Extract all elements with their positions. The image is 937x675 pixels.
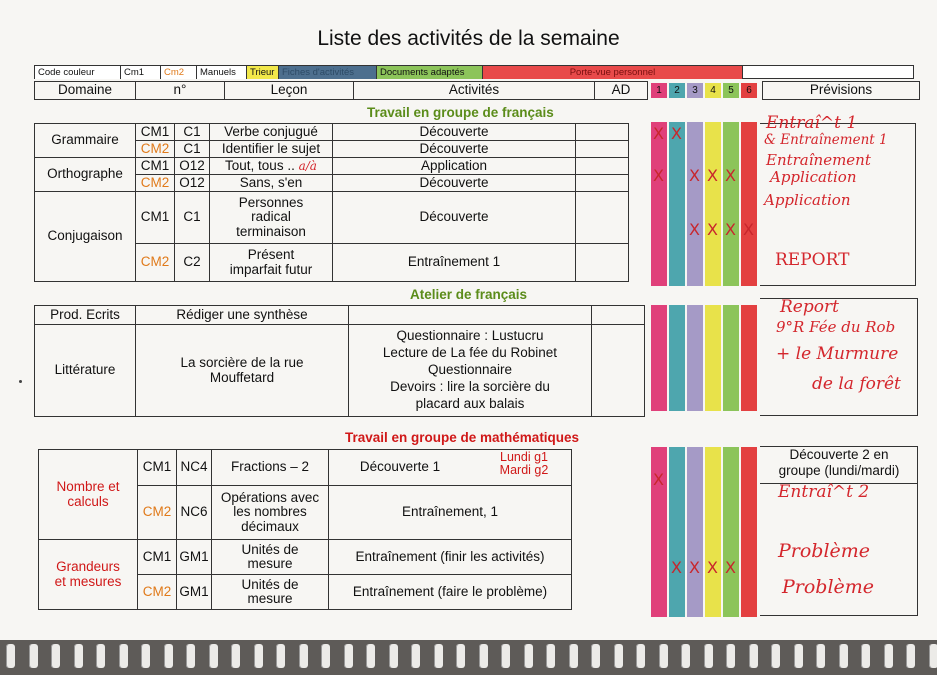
check-mark: X bbox=[725, 558, 736, 577]
lecon-line: Unités de bbox=[241, 541, 299, 557]
domaine-grammaire: Grammaire bbox=[35, 124, 136, 158]
binding-ring bbox=[681, 644, 690, 668]
francais-table bbox=[34, 123, 629, 282]
lecon-cell bbox=[210, 192, 333, 244]
binding-ring bbox=[96, 644, 105, 668]
activite-line: placard aux balais bbox=[415, 395, 525, 411]
day-number-5: 5 bbox=[723, 83, 739, 98]
day-stripe-1 bbox=[651, 305, 667, 411]
legend-item: Documents adaptés bbox=[377, 66, 483, 79]
domaine-conjugaison: Conjugaison bbox=[35, 192, 136, 282]
lecon-line: Mouffetard bbox=[209, 369, 275, 385]
handwritten-prevision: & Entraînement 1 bbox=[764, 132, 888, 148]
check-mark: X bbox=[653, 166, 664, 185]
binding-ring bbox=[411, 644, 420, 668]
day-stripe-6 bbox=[741, 447, 757, 617]
header-row bbox=[34, 81, 920, 100]
ad-cell bbox=[576, 124, 629, 141]
day-stripe-2 bbox=[669, 447, 685, 617]
legend-item: Cm1 bbox=[121, 66, 161, 79]
level-cell: CM1 bbox=[136, 158, 175, 175]
binding-ring bbox=[74, 644, 83, 668]
lecon-line: mesure bbox=[247, 556, 293, 571]
day-stripe-5 bbox=[723, 447, 739, 617]
num-cell: O12 bbox=[175, 158, 210, 175]
domaine-litterature: Littérature bbox=[35, 325, 136, 417]
activite-cell: Entraînement (finir les activités) bbox=[329, 540, 572, 575]
binding-ring bbox=[636, 644, 645, 668]
handwritten-prevision: Entraî^t 2 bbox=[778, 482, 870, 502]
lecon-line: mesure bbox=[247, 591, 293, 606]
binding-ring bbox=[906, 644, 915, 668]
day-stripe-3 bbox=[687, 305, 703, 411]
binding-ring bbox=[164, 644, 173, 668]
check-mark: X bbox=[689, 558, 700, 577]
check-mark: X bbox=[689, 166, 700, 185]
prevision-line: groupe (lundi/mardi) bbox=[778, 462, 900, 478]
activite-line: Questionnaire : Lustucru bbox=[396, 328, 544, 344]
binding-ring bbox=[479, 644, 488, 668]
activite-cell: Application bbox=[333, 158, 576, 175]
header-domaine: Domaine bbox=[35, 82, 136, 100]
check-mark: X bbox=[725, 166, 736, 185]
prevision-line: Découverte 2 en bbox=[789, 447, 889, 462]
activite-line: Questionnaire bbox=[427, 362, 513, 378]
binding-ring bbox=[614, 644, 623, 668]
lecon-line: Unités de bbox=[241, 576, 299, 592]
binding-ring bbox=[569, 644, 578, 668]
num-cell: C2 bbox=[175, 244, 210, 282]
handwritten-prevision: Entraînement bbox=[766, 151, 871, 169]
level-cell: CM2 bbox=[138, 486, 177, 540]
num-cell: O12 bbox=[175, 175, 210, 192]
activite-cell: Entraînement 1 bbox=[333, 244, 576, 282]
table-row bbox=[39, 450, 572, 486]
table-row bbox=[35, 325, 645, 417]
atelier-table bbox=[34, 305, 645, 417]
activite-cell bbox=[329, 450, 572, 486]
check-mark: X bbox=[653, 124, 664, 143]
day-number-1: 1 bbox=[651, 83, 667, 98]
lecon-cell bbox=[136, 325, 349, 417]
activite-cell: Entraînement, 1 bbox=[329, 486, 572, 540]
num-cell: GM1 bbox=[177, 540, 212, 575]
ad-cell bbox=[592, 325, 645, 417]
handwritten-prevision: de la forêt bbox=[812, 374, 901, 394]
level-cell: CM2 bbox=[136, 244, 175, 282]
ad-cell bbox=[576, 244, 629, 282]
check-mark: X bbox=[707, 220, 718, 239]
activite-cell: Entraînement (faire le problème) bbox=[329, 575, 572, 610]
activite-cell: Découverte bbox=[333, 141, 576, 158]
binding-ring bbox=[389, 644, 398, 668]
binding-ring bbox=[321, 644, 330, 668]
day-stripe-2 bbox=[669, 122, 685, 286]
binding-ring bbox=[591, 644, 600, 668]
activite-cell: Découverte bbox=[333, 124, 576, 141]
table-row bbox=[39, 540, 572, 575]
level-cell: CM1 bbox=[136, 192, 175, 244]
day-stripe-6 bbox=[741, 122, 757, 286]
day-number-4: 4 bbox=[705, 83, 721, 98]
check-mark: X bbox=[689, 220, 700, 239]
lecon-line: La sorcière de la rue bbox=[180, 355, 304, 371]
check-mark: X bbox=[743, 220, 754, 239]
check-mark: X bbox=[707, 166, 718, 185]
domaine-grandeurs bbox=[39, 540, 138, 610]
binding-ring bbox=[771, 644, 780, 668]
binding-ring bbox=[209, 644, 218, 668]
lecon-cell bbox=[210, 158, 333, 175]
binding-ring bbox=[434, 644, 443, 668]
binding-ring bbox=[546, 644, 555, 668]
page-title: Liste des activités de la semaine bbox=[317, 27, 620, 50]
binding-ring bbox=[276, 644, 285, 668]
level-cell: CM1 bbox=[136, 124, 175, 141]
binding-ring bbox=[51, 644, 60, 668]
binding-ring bbox=[366, 644, 375, 668]
handwritten-prevision: 9°R Fée du Rob bbox=[776, 318, 896, 336]
activite-line: Lecture de La fée du Robinet bbox=[382, 345, 558, 361]
ad-cell bbox=[576, 175, 629, 192]
lecon-line: Opérations avec bbox=[220, 490, 320, 506]
binding-ring bbox=[839, 644, 848, 668]
lecon-line: terminaison bbox=[236, 223, 306, 239]
prevision-maths-r1 bbox=[760, 446, 918, 484]
binding-ring bbox=[186, 644, 195, 668]
legend-item: Manuels bbox=[197, 66, 247, 79]
handwritten-prevision: Application bbox=[770, 168, 857, 186]
level-cell: CM2 bbox=[138, 575, 177, 610]
margin-dot bbox=[19, 380, 22, 383]
day-stripe-1 bbox=[651, 122, 667, 286]
day-stripe-6 bbox=[741, 305, 757, 411]
activite-line: Devoirs : lire la sorcière du bbox=[390, 378, 550, 394]
level-cell: CM2 bbox=[136, 141, 175, 158]
handwritten-prevision: REPORT bbox=[775, 250, 850, 270]
binding-ring bbox=[231, 644, 240, 668]
maths-table bbox=[38, 449, 572, 610]
handwritten-prevision: Application bbox=[764, 191, 851, 209]
activite-cell: Découverte bbox=[333, 192, 576, 244]
lecon-line: imparfait futur bbox=[229, 261, 313, 277]
day-stripe-5 bbox=[723, 305, 739, 411]
binding-ring bbox=[456, 644, 465, 668]
lecon-cell: Rédiger une synthèse bbox=[136, 306, 349, 325]
lecon-cell bbox=[212, 575, 329, 610]
day-number-3: 3 bbox=[687, 83, 703, 98]
binding-ring bbox=[344, 644, 353, 668]
binding-ring bbox=[6, 644, 15, 668]
handwritten-note: a/à bbox=[298, 158, 317, 173]
binding-ring bbox=[884, 644, 893, 668]
activite-text: Découverte 1 bbox=[359, 459, 441, 475]
group-note bbox=[489, 451, 559, 477]
lecon-line: radical bbox=[251, 209, 291, 225]
binding-ring bbox=[816, 644, 825, 668]
lecon-cell: Verbe conjugué bbox=[210, 124, 333, 141]
num-cell: C1 bbox=[175, 141, 210, 158]
domaine-line: et mesures bbox=[54, 573, 122, 589]
header-lecon: Leçon bbox=[225, 82, 354, 100]
lecon-line: décimaux bbox=[241, 518, 299, 534]
num-cell: C1 bbox=[175, 124, 210, 141]
spiral-binding bbox=[0, 640, 937, 675]
handwritten-prevision: Report bbox=[780, 297, 839, 317]
binding-ring bbox=[659, 644, 668, 668]
day-stripe-4 bbox=[705, 122, 721, 286]
activite-cell bbox=[349, 325, 592, 417]
lecon-cell bbox=[210, 244, 333, 282]
lecon-cell bbox=[212, 540, 329, 575]
binding-ring bbox=[794, 644, 803, 668]
level-cell: CM1 bbox=[138, 450, 177, 486]
section-francais: Travail en groupe de français bbox=[367, 105, 554, 120]
binding-ring bbox=[29, 644, 38, 668]
handwritten-prevision: Entraî^t 1 bbox=[766, 113, 858, 133]
day-stripe-2 bbox=[669, 305, 685, 411]
lecon-text: Tout, tous .. bbox=[225, 157, 295, 173]
note-line: Lundi g1 bbox=[500, 450, 548, 464]
binding-ring bbox=[141, 644, 150, 668]
day-stripe-5 bbox=[723, 122, 739, 286]
lecon-cell: Identifier le sujet bbox=[210, 141, 333, 158]
section-atelier: Atelier de français bbox=[410, 287, 528, 302]
binding-ring bbox=[501, 644, 510, 668]
day-stripe-3 bbox=[687, 447, 703, 617]
binding-ring bbox=[929, 644, 937, 668]
activite-cell: Découverte bbox=[333, 175, 576, 192]
day-stripe-4 bbox=[705, 447, 721, 617]
lecon-line: Personnes bbox=[238, 195, 304, 211]
handwritten-prevision: Problème bbox=[778, 540, 871, 562]
level-cell: CM1 bbox=[138, 540, 177, 575]
header-numero: n° bbox=[136, 82, 225, 100]
binding-ring bbox=[749, 644, 758, 668]
lecon-cell: Fractions – 2 bbox=[212, 450, 329, 486]
legend-item: Trieur bbox=[247, 66, 279, 79]
binding-ring bbox=[119, 644, 128, 668]
binding-ring bbox=[299, 644, 308, 668]
binding-ring bbox=[524, 644, 533, 668]
ad-cell bbox=[576, 192, 629, 244]
activite-cell bbox=[349, 306, 592, 325]
header-ad: AD bbox=[595, 82, 648, 100]
domaine-orthographe: Orthographe bbox=[35, 158, 136, 192]
table-row bbox=[35, 306, 645, 325]
header-activites: Activités bbox=[354, 82, 595, 100]
domaine-nombre bbox=[39, 450, 138, 540]
section-maths: Travail en groupe de mathématiques bbox=[345, 430, 580, 445]
domaine-line: Nombre et bbox=[56, 479, 120, 495]
check-mark: X bbox=[725, 220, 736, 239]
legend-item: Fiches d'activités bbox=[279, 66, 377, 79]
ad-cell bbox=[592, 306, 645, 325]
binding-ring bbox=[861, 644, 870, 668]
lecon-line: Présent bbox=[247, 247, 295, 263]
table-row bbox=[35, 124, 629, 141]
lecon-line: les nombres bbox=[233, 504, 307, 520]
domaine-line: Grandeurs bbox=[56, 559, 120, 575]
legend-item: Code couleur bbox=[35, 66, 121, 79]
check-mark: X bbox=[671, 558, 682, 577]
legend-item: Cm2 bbox=[161, 66, 197, 79]
lecon-cell: Sans, s'en bbox=[210, 175, 333, 192]
num-cell: GM1 bbox=[177, 575, 212, 610]
day-stripe-3 bbox=[687, 122, 703, 286]
note-line: Mardi g2 bbox=[499, 463, 549, 478]
binding-ring bbox=[704, 644, 713, 668]
domaine-line: calculs bbox=[67, 493, 109, 509]
header-previsions: Prévisions bbox=[763, 82, 920, 100]
day-number-2: 2 bbox=[669, 83, 685, 98]
domaine-prod-ecrits: Prod. Ecrits bbox=[35, 306, 136, 325]
binding-ring bbox=[726, 644, 735, 668]
handwritten-prevision: Problème bbox=[782, 576, 875, 598]
ad-cell bbox=[576, 141, 629, 158]
binding-ring bbox=[254, 644, 263, 668]
num-cell: C1 bbox=[175, 192, 210, 244]
check-mark: X bbox=[707, 558, 718, 577]
check-mark: X bbox=[671, 124, 682, 143]
table-row bbox=[35, 192, 629, 244]
handwritten-prevision: + le Murmure bbox=[776, 344, 899, 364]
legend-item: Porte-vue personnel bbox=[483, 66, 743, 79]
lecon-cell bbox=[212, 486, 329, 540]
check-mark: X bbox=[653, 470, 664, 489]
day-number-6: 6 bbox=[741, 83, 757, 98]
level-cell: CM2 bbox=[136, 175, 175, 192]
day-stripe-4 bbox=[705, 305, 721, 411]
ad-cell bbox=[576, 158, 629, 175]
num-cell: NC6 bbox=[177, 486, 212, 540]
table-row bbox=[35, 158, 629, 175]
num-cell: NC4 bbox=[177, 450, 212, 486]
